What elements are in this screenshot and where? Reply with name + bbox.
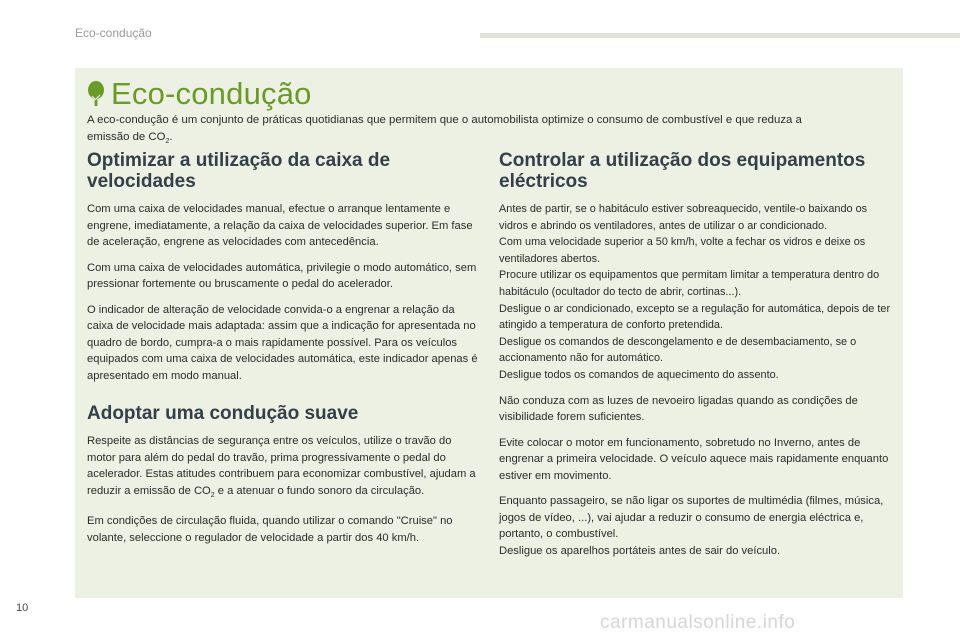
left-column — [87, 150, 479, 555]
smooth-p1-end: e a atenuar o fundo sonoro da circulação. — [214, 484, 425, 497]
electrical-paragraph-fog: Não conduza com as luzes de nevoeiro ligadas quando as condições de visibilidade forem suficientes. — [499, 394, 858, 424]
smooth-p1-text: Respeite as distâncias de segurança entre os veículos, utilize o travão do motor para além do pedal do travão, prima progressivamente o pedal do acelerador. Estas atitudes contribuem para economizar combustível, ajudam a reduzir a emissão de CO — [87, 435, 476, 497]
gearbox-paragraph-3: O indicador de alteração de velocidade convida-o a engrenar a relação da caixa de velocidade mais adaptada: assim que a indicação for apresentada no quadro de bordo, cumpra-a o mais rapidamente possível. Para os veículos equipados com uma caixa de velocidades automática, este indicador apenas é apresentado em modo manual. — [87, 303, 478, 382]
right-column — [499, 150, 894, 568]
smooth-driving-paragraph-1 — [87, 433, 479, 504]
smooth-driving-paragraph-2: Em condições de circulação fluida, quando utilizar o comando "Cruise" no volante, seleccione o regulador de velocidade a partir dos 40 km/h. — [87, 515, 453, 544]
electrical-block-1 — [499, 201, 894, 384]
electrical-line-3: Procure utilizar os equipamentos que permitam limitar a temperatura dentro do habitáculo (ocultador do tecto de abrir, cortinas...). — [499, 269, 880, 298]
intro-line-2-end: . — [169, 131, 173, 143]
watermark: carmanualsonline.info — [600, 612, 796, 633]
electrical-paragraph-engine: Evite colocar o motor em funcionamento, sobretudo no Inverno, antes de engrenar a primeira velocidade. O veículo aquece mais rapidamente enquanto estiver em movimento. — [499, 436, 889, 482]
gearbox-paragraph-1: Com uma caixa de velocidades manual, efectue o arranque lentamente e engrene, imediatamente, a relação da caixa de velocidades superior. Em fase de aceleração, engrene as velocidades com antecedência. — [87, 203, 473, 248]
heading-smooth-driving: Adoptar uma condução suave — [87, 403, 359, 424]
intro-subscript: 2 — [165, 138, 170, 145]
title-row — [87, 76, 312, 112]
intro-line-1: A eco-condução é um conjunto de práticas quotidianas que permitem que o automobilista optimize o consumo de combustível e que reduza a — [87, 114, 802, 126]
multimedia-text-2: Desligue os aparelhos portáteis antes de sair do veículo. — [499, 544, 781, 557]
heading-electrical: Controlar a utilização dos equipamentos eléctricos — [499, 150, 866, 192]
electrical-line-1: Antes de partir, se o habitáculo estiver sobreaquecido, ventile-o baixando os vidros e abrindo os ventiladores, antes de utilizar o ar condicionado. — [499, 203, 868, 232]
heading-gearbox: Optimizar a utilização da caixa de velocidades — [87, 150, 391, 192]
electrical-line-4: Desligue o ar condicionado, excepto se a regulação for automática, depois de ter atingido a temperatura de conforto pretendida. — [499, 302, 891, 332]
multimedia-text: Enquanto passageiro, se não ligar os suportes de multimédia (filmes, música, jogos de vídeo, ...), vai ajudar a reduzir o consumo de energia eléctrica e, portanto, o combustível. — [499, 495, 884, 541]
electrical-paragraph-multimedia — [499, 493, 894, 559]
electrical-line-6: Desligue todos os comandos de aquecimento do assento. — [499, 368, 779, 381]
electrical-line-2: Com uma velocidade superior a 50 km/h, volte a fechar os vidros e deixe os ventiladores abertos. — [499, 236, 866, 265]
page-number: 10 — [16, 602, 29, 614]
smooth-p1-subscript: 2 — [210, 491, 215, 499]
intro-paragraph — [87, 112, 887, 150]
header-rule — [480, 33, 960, 38]
tree-icon — [87, 81, 105, 107]
running-header: Eco-condução — [75, 26, 152, 40]
electrical-line-5: Desligue os comandos de descongelamento e de desembaciamento, se o accionamento não for automático. — [499, 335, 857, 365]
gearbox-paragraph-2: Com uma caixa de velocidades automática, privilegie o modo automático, sem pressionar fortemente ou bruscamente o pedal do acelerador. — [87, 261, 477, 290]
page-title: Eco-condução — [111, 76, 312, 111]
intro-line-2: emissão de CO — [87, 131, 166, 143]
